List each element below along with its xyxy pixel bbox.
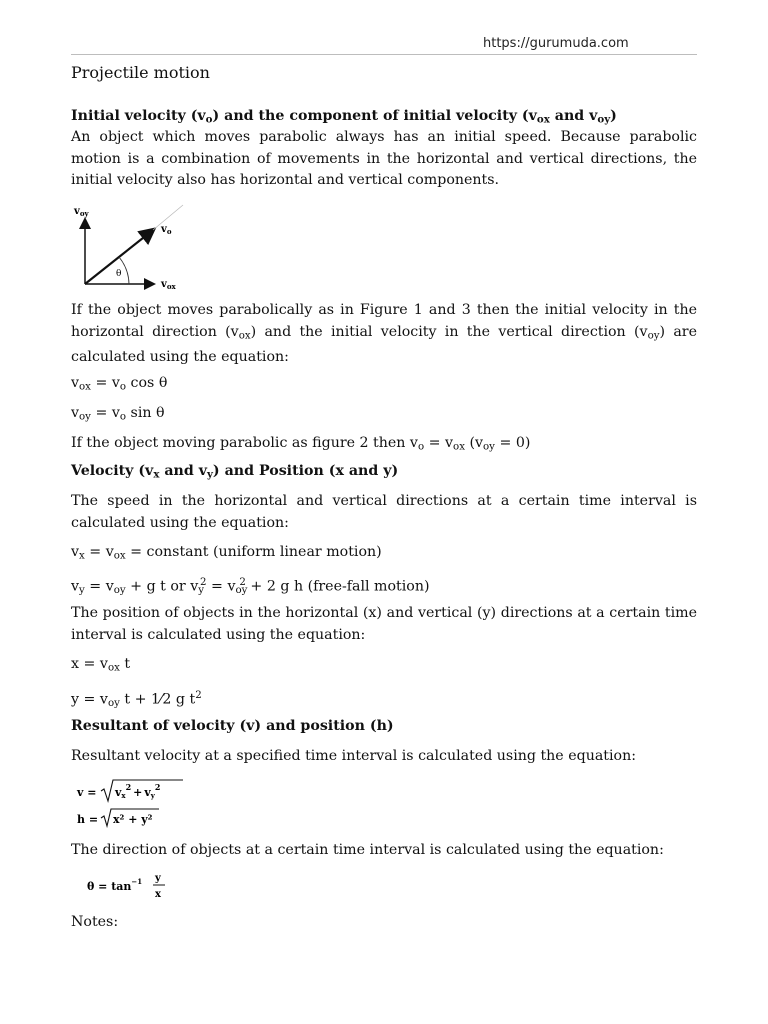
header-divider: [71, 54, 697, 55]
formula-theta-numerator: y: [155, 873, 161, 884]
formula-h-lhs: h =: [77, 813, 99, 826]
formula-theta-lhs: $\theta = \tan^{-1}$: [87, 877, 143, 893]
document-title: Projectile motion: [71, 63, 210, 82]
heading-resultant: Resultant of velocity (v) and position (h): [71, 718, 394, 734]
notes-label: Notes:: [71, 914, 119, 930]
header-url-link[interactable]: https://gurumuda.com: [483, 36, 629, 51]
formula-resultant: [75, 777, 195, 833]
label-vox: $v_{ox}$: [161, 279, 176, 291]
paragraph-resultant-velocity: Resultant velocity at a specified time interval is calculated using the equation:: [71, 748, 636, 764]
paragraph-components: If the object moves parabolically as in Figure 1 and 3 then the initial velocity in the horizontal direction $(v_{ox})$ and the initial velocity in the vertical direction $(v_{oy})$ are calculated using the equation:: [71, 302, 697, 365]
heading-initial-velocity: Initial velocity $(v_o)$ and the component of initial velocity ($v_{ox}$ and $v_{oy}$): [71, 108, 617, 126]
formula-h-body: x² + y²: [113, 813, 153, 826]
heading-velocity-position: Velocity ($v_x$ and $v_y$) and Position (x and y): [71, 463, 399, 481]
formula-v-lhs: v =: [77, 786, 97, 799]
formula-direction: [85, 866, 195, 906]
paragraph-direction: The direction of objects at a certain time interval is calculated using the equation:: [71, 842, 664, 858]
equation-y: $y = v_{oy}$ t + 1⁄2 g $t^2$: [71, 690, 202, 710]
formula-v-body: $vx^2 + vy^2$: [115, 782, 161, 800]
label-theta: θ: [116, 269, 122, 279]
equation-voy: $v_{oy} = v_o$ sin θ: [71, 405, 165, 423]
equation-vy: $v_y = v_{oy} + g$ t or $v_y^2 = v_{oy}^2 + 2$ g h (free-fall motion): [71, 577, 430, 597]
label-voy: $v_{oy}$: [74, 206, 89, 218]
note-figure-2: If the object moving parabolic as figure 2 then $v_o = v_{ox}$ $(v_{oy} = 0)$: [71, 435, 531, 453]
paragraph-position: The position of objects in the horizontal (x) and vertical (y) directions at a certain time interval is calculated using the equation:: [71, 605, 697, 643]
paragraph-speed: The speed in the horizontal and vertical directions at a certain time interval is calculated using the equation:: [71, 493, 697, 531]
paragraph-initial-velocity: An object which moves parabolic always has an initial speed. Because parabolic motion is a combination of movements in the horizontal and vertical directions, the initial velocity also has horizontal and vertical components.: [71, 129, 697, 188]
equation-vx: $v_x = v_{ox}$ = constant (uniform linear motion): [71, 544, 382, 562]
formula-theta-denominator: x: [155, 889, 161, 900]
velocity-components-diagram: [71, 200, 191, 292]
equation-vox: $v_{ox} = v_o$ cos θ: [71, 375, 168, 393]
equation-x: $x = v_{ox}$ t: [71, 656, 131, 674]
label-vo: $v_o$: [161, 224, 172, 236]
